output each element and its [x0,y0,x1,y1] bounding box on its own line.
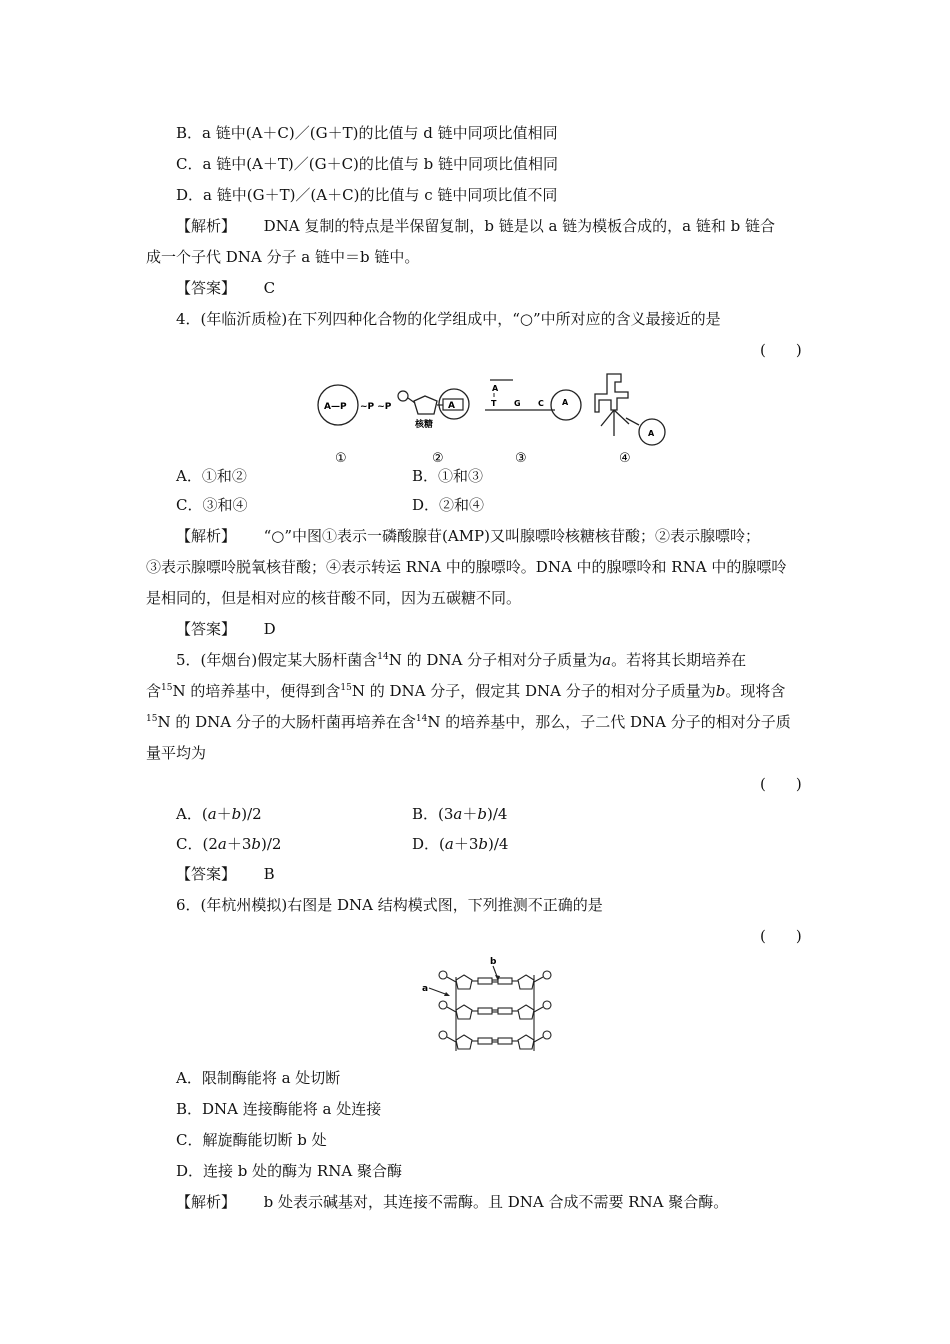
fig-label-4: ④ [619,451,631,466]
q5-var: a [602,651,612,669]
fig-c1-atp: A—P [324,402,347,412]
opt-text: B．(3 [412,805,454,823]
fig-label-b: b [490,957,497,967]
fig-c1-tail: ~P ~P [360,402,392,412]
opt-text: ＋ [216,805,232,823]
fig-label-3: ③ [515,451,527,466]
q3-option-d: D．a 链中(G＋T)／(A＋C)的比值与 c 链中同项比值不同 [176,186,558,204]
q4-analysis [176,526,760,546]
q3-analysis [176,216,775,236]
q5-option-c [176,834,281,854]
opt-var: b [251,835,261,853]
analysis-tag: 【解析】 [176,1193,237,1211]
q4-answer-paren: ( ) [760,341,802,359]
q3-option-c: C．a 链中(A＋T)／(G＋C)的比值与 b 链中同项比值相同 [176,155,559,173]
q4-analysis-cont-2: 是相同的，但是相对应的核苷酸不同，因为五碳糖不同。 [146,589,522,607]
analysis-tag: 【解析】 [176,527,237,545]
opt-text: ＋ [462,805,478,823]
analysis-text: DNA 复制的特点是半保留复制，b 链是以 a 链为模板合成的，a 链和 b 链合 [263,217,776,235]
opt-var: a [444,835,454,853]
analysis-text: “○”中图①表示一磷酸腺苷(AMP)又叫腺嘌呤核糖核苷酸；②表示腺嘌呤； [263,527,760,545]
q5-text: N 的培养基中，便得到含 [172,682,341,700]
q5-answer-paren: ( ) [760,775,802,793]
q5-sup: 14 [377,652,389,662]
answer-value: C [263,279,276,297]
fig-label-2: ② [432,451,444,466]
q3-option-b: B．a 链中(A＋C)／(G＋T)的比值与 d 链中同项比值相同 [176,124,558,142]
q5-text: N 的 DNA 分子相对分子质量为 [388,651,603,669]
answer-value: D [263,620,276,638]
q4-option-d: D．②和④ [412,496,485,514]
opt-var: a [453,805,463,823]
q6-option-a: A．限制酶能将 a 处切断 [176,1069,341,1087]
q6-dna-figure [420,955,570,1067]
q5-answer [176,864,275,884]
q5-stem-line3 [146,712,791,732]
answer-value: B [263,865,275,883]
q5-option-b [412,804,507,824]
fig-c3-g: G [514,399,521,408]
opt-text: )/2 [260,835,282,853]
fig-c3-a: A [492,384,499,393]
opt-text: )/4 [488,835,509,853]
q6-option-b: B．DNA 连接酶能将 a 处连接 [176,1100,382,1118]
q5-text: 含 [146,682,162,700]
q5-text: N 的培养基中，那么，子二代 DNA 分子的相对分子质 [427,713,791,731]
q4-stem: 4．(年临沂质检)在下列四种化合物的化学组成中，“○”中所对应的含义最接近的是 [176,310,721,328]
q5-text: 5．(年烟台)假定某大肠杆菌含 [176,651,378,669]
q5-option-a [176,804,262,824]
analysis-tag: 【解析】 [176,217,237,235]
q6-analysis [176,1192,728,1212]
fig-c2-sugar: 核糖 [415,420,434,430]
fig-label-1: ① [335,451,347,466]
opt-text: ＋3 [226,835,252,853]
q4-option-c: C．③和④ [176,496,248,514]
q5-stem-line2 [146,681,785,701]
q5-var: b [715,682,726,700]
q4-option-b: B．①和③ [412,467,484,485]
opt-text: ＋3 [453,835,479,853]
q4-figure [315,370,675,470]
q4-option-a: A．①和② [176,467,247,485]
q6-answer-paren: ( ) [760,927,802,945]
q3-answer [176,278,275,298]
fig-c4-a: A [648,429,655,438]
answer-tag: 【答案】 [176,279,237,297]
fig-c2-base: A [448,401,455,411]
opt-var: a [207,805,217,823]
fig-c3-circle-a: A [562,398,569,407]
q5-stem-line1 [176,650,746,670]
q5-option-d [412,834,508,854]
fig-c3-t: T [491,399,497,408]
q3-analysis-cont: 成一个子代 DNA 分子 a 链中＝b 链中。 [146,248,420,266]
opt-text: )/4 [487,805,508,823]
opt-var: b [478,835,488,853]
opt-text: C．(2 [176,835,218,853]
opt-text: A．( [176,805,208,823]
opt-var: b [477,805,487,823]
q4-answer [176,619,276,639]
q5-sup: 14 [415,714,428,724]
opt-text: )/2 [241,805,262,823]
q6-option-c: C．解旋酶能切断 b 处 [176,1131,327,1149]
q5-stem-line4: 量平均为 [146,744,207,762]
fig-c3-c: C [538,399,544,408]
q5-text: 。现将含 [725,682,786,700]
answer-tag: 【答案】 [176,865,237,883]
opt-text: D．( [412,835,445,853]
q6-stem: 6．(年杭州模拟)右图是 DNA 结构模式图，下列推测不正确的是 [176,896,603,914]
q5-text: N 的 DNA 分子，假定其 DNA 分子的相对分子质量为 [351,682,716,700]
q5-sup: 15 [146,714,158,724]
q5-sup: 15 [161,683,173,693]
answer-tag: 【答案】 [176,620,237,638]
fig-label-a: a [422,984,429,994]
q5-sup: 15 [340,683,352,693]
q5-text: 。若将其长期培养在 [611,651,747,669]
analysis-text: b 处表示碱基对，其连接不需酶。且 DNA 合成不需要 RNA 聚合酶。 [263,1193,729,1211]
q6-option-d: D．连接 b 处的酶为 RNA 聚合酶 [176,1162,402,1180]
opt-var: b [231,805,242,823]
q5-text: N 的 DNA 分子的大肠杆菌再培养在含 [157,713,416,731]
q4-analysis-cont-1: ③表示腺嘌呤脱氧核苷酸；④表示转运 RNA 中的腺嘌呤。DNA 中的腺嘌呤和 RNA 中的腺嘌呤 [146,558,787,576]
opt-var: a [217,835,227,853]
